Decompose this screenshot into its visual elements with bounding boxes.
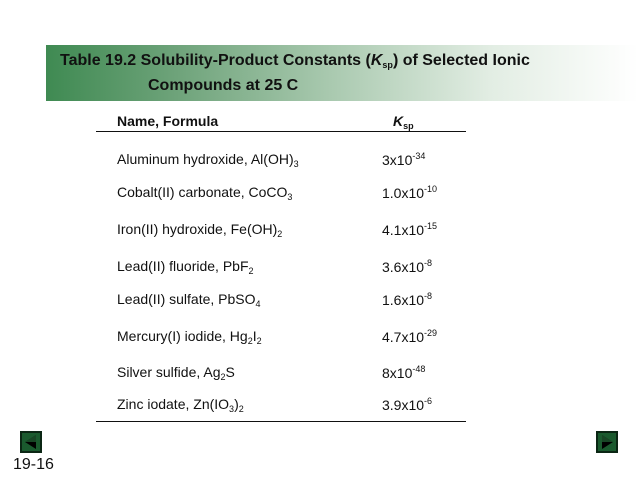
header-k-subscript: sp <box>403 121 414 131</box>
table-row <box>0 291 638 315</box>
ksp-value: $1.6x10^{-8}$ <box>382 291 433 308</box>
table-row <box>0 184 638 208</box>
forward-button[interactable] <box>596 431 618 453</box>
ksp-value: $1.0x10^{-10}$ <box>382 184 438 201</box>
compound-name: Lead(II) fluoride, PbF$_2$ <box>117 258 254 276</box>
column-header-ksp <box>393 113 414 131</box>
back-button[interactable] <box>20 431 42 453</box>
table-row <box>0 364 638 388</box>
compound-name: Mercury(I) iodide, $Hg_2I_2$ <box>117 328 262 346</box>
compound-name: Silver sulfide, $Ag_2S$ <box>117 364 235 382</box>
compound-name: Aluminum hydroxide, $Al(OH)_3$ <box>117 151 299 169</box>
table-title-line-2: Compounds at 25 C <box>148 77 299 94</box>
compound-name: Lead(II) sulfate, PbSO$_4$ <box>117 291 261 309</box>
table-top-rule <box>96 131 466 132</box>
slide-number: 19-16 <box>13 456 54 473</box>
table-row <box>0 396 638 420</box>
compound-name: Zinc iodate, $Zn(IO_3)_2$ <box>117 396 244 414</box>
title-suffix: ) of Selected Ionic <box>392 52 530 69</box>
title-k-symbol: K <box>370 52 383 69</box>
compound-name: Iron(II) hydroxide, $Fe(OH)_2$ <box>117 221 283 239</box>
ksp-value: $3.9x10^{-6}$ <box>382 396 433 413</box>
ksp-value: $4.1x10^{-15}$ <box>382 221 438 238</box>
header-k-symbol: K <box>393 113 404 129</box>
table-row <box>0 258 638 282</box>
forward-arrow-icon <box>598 433 616 451</box>
table-row <box>0 151 638 175</box>
column-header-name: Name, Formula <box>117 113 219 129</box>
ksp-value: $3x10^{-34}$ <box>382 151 426 168</box>
table-row <box>0 221 638 245</box>
ksp-value: $8x10^{-48}$ <box>382 364 426 381</box>
back-arrow-icon <box>22 433 40 451</box>
title-prefix: Table 19.2 Solubility-Product Constants ( <box>60 52 371 69</box>
compound-name: Cobalt(II) carbonate, CoCO$_3$ <box>117 184 293 202</box>
ksp-value: $3.6x10^{-8}$ <box>382 258 433 275</box>
table-row <box>0 328 638 352</box>
title-k-subscript: sp <box>382 60 393 70</box>
table-bottom-rule <box>96 421 466 422</box>
table-title-line-1 <box>60 52 530 70</box>
ksp-value: $4.7x10^{-29}$ <box>382 328 438 345</box>
